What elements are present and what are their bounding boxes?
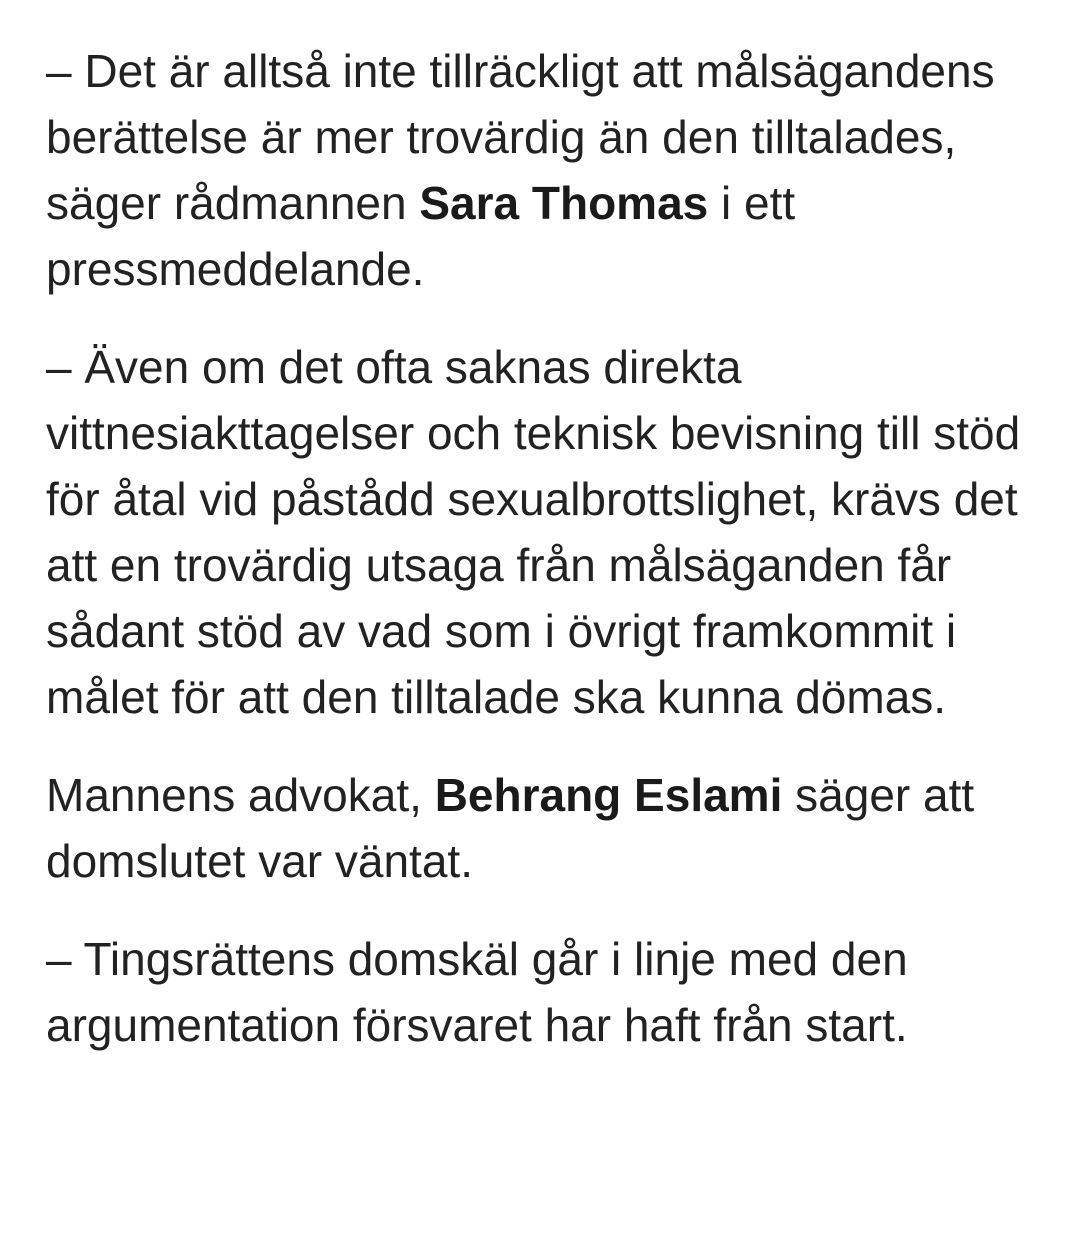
- quote-paragraph-3: [46, 926, 1056, 1058]
- lawyer-paragraph: [46, 762, 1056, 894]
- quote-text: – Tingsrättens domskäl går i linje med den argumentation försvaret har haft från start.: [46, 933, 908, 1051]
- lawyer-text-end: säger att domslutet var väntat.: [46, 769, 975, 887]
- article-body: [46, 38, 1056, 1090]
- person-name-behrang-eslami: Behrang Eslami: [434, 769, 783, 821]
- person-name-sara-thomas: Sara Thomas: [419, 177, 709, 229]
- quote-text: – Även om det ofta saknas direkta vittnesiakttagelser och teknisk bevisning till stöd för åtal vid påstådd sexualbrottslighet, krävs det att en trovärdig utsaga från målsäganden får sådant stöd av vad som i övrigt framkommit i målet för att den tilltalade ska kunna dömas.: [46, 341, 1021, 723]
- quote-paragraph-2: [46, 334, 1056, 730]
- quote-paragraph-1: [46, 38, 1056, 302]
- quote-text-end: i ett pressmeddelande.: [46, 177, 796, 295]
- quote-text-start: – Det är alltså inte tillräckligt att målsägandens berättelse är mer trovärdig än den tilltalades, säger rådmannen: [46, 45, 995, 229]
- lawyer-text-start: Mannens advokat,: [46, 769, 435, 821]
